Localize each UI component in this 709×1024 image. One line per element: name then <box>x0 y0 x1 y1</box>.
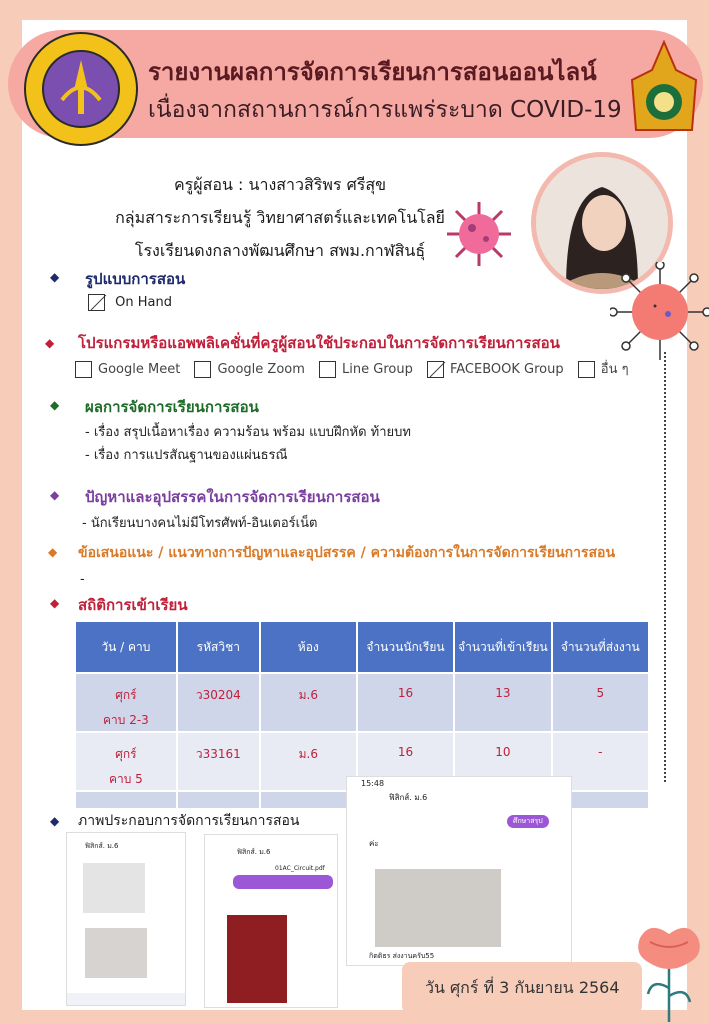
google-zoom-checkbox[interactable] <box>194 361 211 378</box>
app-google-zoom: Google Zoom <box>194 362 304 377</box>
school-logo-left <box>22 30 140 148</box>
virus-icon <box>443 198 515 270</box>
app-other: อื่น ๆ <box>578 362 629 377</box>
cell-code: ว33161 <box>177 732 260 791</box>
google-meet-checkbox[interactable] <box>75 361 92 378</box>
results-heading: ผลการจัดการเรียนการสอน <box>85 398 259 416</box>
problem-item: - นักเรียนบางคนไม่มีโทรศัพท์-อินเตอร์เน็ต <box>82 516 318 531</box>
bullet-icon: ◆ <box>45 336 55 350</box>
bullet-icon: ◆ <box>50 596 60 610</box>
subject-group: กลุ่มสาระการเรียนรู้ วิทยาศาสตร์และเทคโนโลยี <box>115 208 445 227</box>
gallery-heading: ภาพประกอบการจัดการเรียนการสอน <box>78 813 300 829</box>
chat-reply: ค่ะ <box>369 839 379 848</box>
virus-decoration-icon <box>610 262 709 362</box>
chat-message-bubble: ศึกษาสรุป <box>507 815 549 828</box>
stats-heading: สถิติการเข้าเรียน <box>78 596 188 614</box>
result-item: - เรื่อง สรุปเนื้อหาเรื่อง ความร้อน พร้อม แบบฝึกหัด ท้ายบท <box>85 425 411 440</box>
flower-icon <box>630 918 708 1022</box>
cell-students: 16 <box>357 732 454 791</box>
other-checkbox[interactable] <box>578 361 595 378</box>
on-hand-checkbox[interactable] <box>88 294 105 311</box>
cell-code: ว30204 <box>177 673 260 732</box>
chat-screenshot <box>204 834 338 1008</box>
cell-day: ศุกร์ คาบ 5 <box>75 732 177 791</box>
col-room: ห้อง <box>260 621 357 673</box>
bullet-icon: ◆ <box>50 488 60 502</box>
report-subtitle: เนื่องจากสถานการณ์การแพร่ระบาด COVID-19 <box>148 97 622 123</box>
bullet-icon: ◆ <box>50 814 60 828</box>
problems-heading: ปัญหาและอุปสรรคในการจัดการเรียนการสอน <box>85 488 380 506</box>
cell-submitted: - <box>552 732 649 791</box>
col-attended: จำนวนที่เข้าเรียน <box>454 621 551 673</box>
col-code: รหัสวิชา <box>177 621 260 673</box>
dotted-line <box>664 352 666 782</box>
cell-submitted: 5 <box>552 673 649 732</box>
apps-heading: โปรแกรมหรือแอพพลิเคชั่นที่ครูผู้สอนใช้ประกอบในการจัดการเรียนการสอน <box>78 334 560 352</box>
chat-name: ฟิสิกส์. ม.6 <box>389 793 428 802</box>
chat-name: ฟิสิกส์. ม.6 <box>237 848 271 856</box>
col-day: วัน / คาบ <box>75 621 177 673</box>
chat-caption: กิตติธร ส่งงานครับ55 <box>369 952 435 960</box>
col-students: จำนวนนักเรียน <box>357 621 454 673</box>
chat-file-name: 01AC_Circuit.pdf <box>275 865 325 872</box>
school-name: โรงเรียนดงกลางพัฒนศึกษา สพม.กาฬสินธุ์ <box>134 241 426 260</box>
line-group-checkbox[interactable] <box>319 361 336 378</box>
bullet-icon: ◆ <box>50 398 60 412</box>
format-heading: รูปแบบการสอน <box>85 270 186 288</box>
col-submitted: จำนวนที่ส่งงาน <box>552 621 649 673</box>
teacher-name: ครูผู้สอน : นางสาวสิริพร ศรีสุข <box>173 175 387 194</box>
chat-screenshot <box>346 776 572 966</box>
app-facebook-group: FACEBOOK Group <box>427 362 564 377</box>
cell-day: ศุกร์ คาบ 2-3 <box>75 673 177 732</box>
report-title: รายงานผลการจัดการเรียนการสอนออนไลน์ <box>148 58 597 86</box>
result-item: - เรื่อง การแปรสัณฐานของแผ่นธรณี <box>85 448 288 463</box>
table-row <box>75 673 649 732</box>
cell-attended: 13 <box>454 673 551 732</box>
chat-screenshot <box>66 832 186 1006</box>
cell-room: ม.6 <box>260 732 357 791</box>
bullet-icon: ◆ <box>48 545 58 559</box>
apps-options <box>75 358 639 379</box>
suggestion-item: - <box>80 572 85 587</box>
school-emblem-right <box>626 40 702 136</box>
teacher-info <box>60 168 500 267</box>
cell-attended: 10 <box>454 732 551 791</box>
app-google-meet: Google Meet <box>75 362 180 377</box>
format-option: On Hand <box>88 294 172 311</box>
report-date: วัน ศุกร์ ที่ 3 กันยายน 2564 <box>425 978 620 997</box>
app-line-group: Line Group <box>319 362 413 377</box>
facebook-group-checkbox[interactable] <box>427 361 444 378</box>
chat-name: ฟิสิกส์. ม.6 <box>85 842 119 850</box>
bullet-icon: ◆ <box>50 270 60 284</box>
table-header-row <box>75 621 649 673</box>
cell-room: ม.6 <box>260 673 357 732</box>
suggestions-heading: ข้อเสนอแนะ / แนวทางการปัญหาและอุปสรรค / ความต้องการในการจัดการเรียนการสอน <box>78 545 616 561</box>
cell-students: 16 <box>357 673 454 732</box>
status-time: 15:48 <box>361 779 385 788</box>
